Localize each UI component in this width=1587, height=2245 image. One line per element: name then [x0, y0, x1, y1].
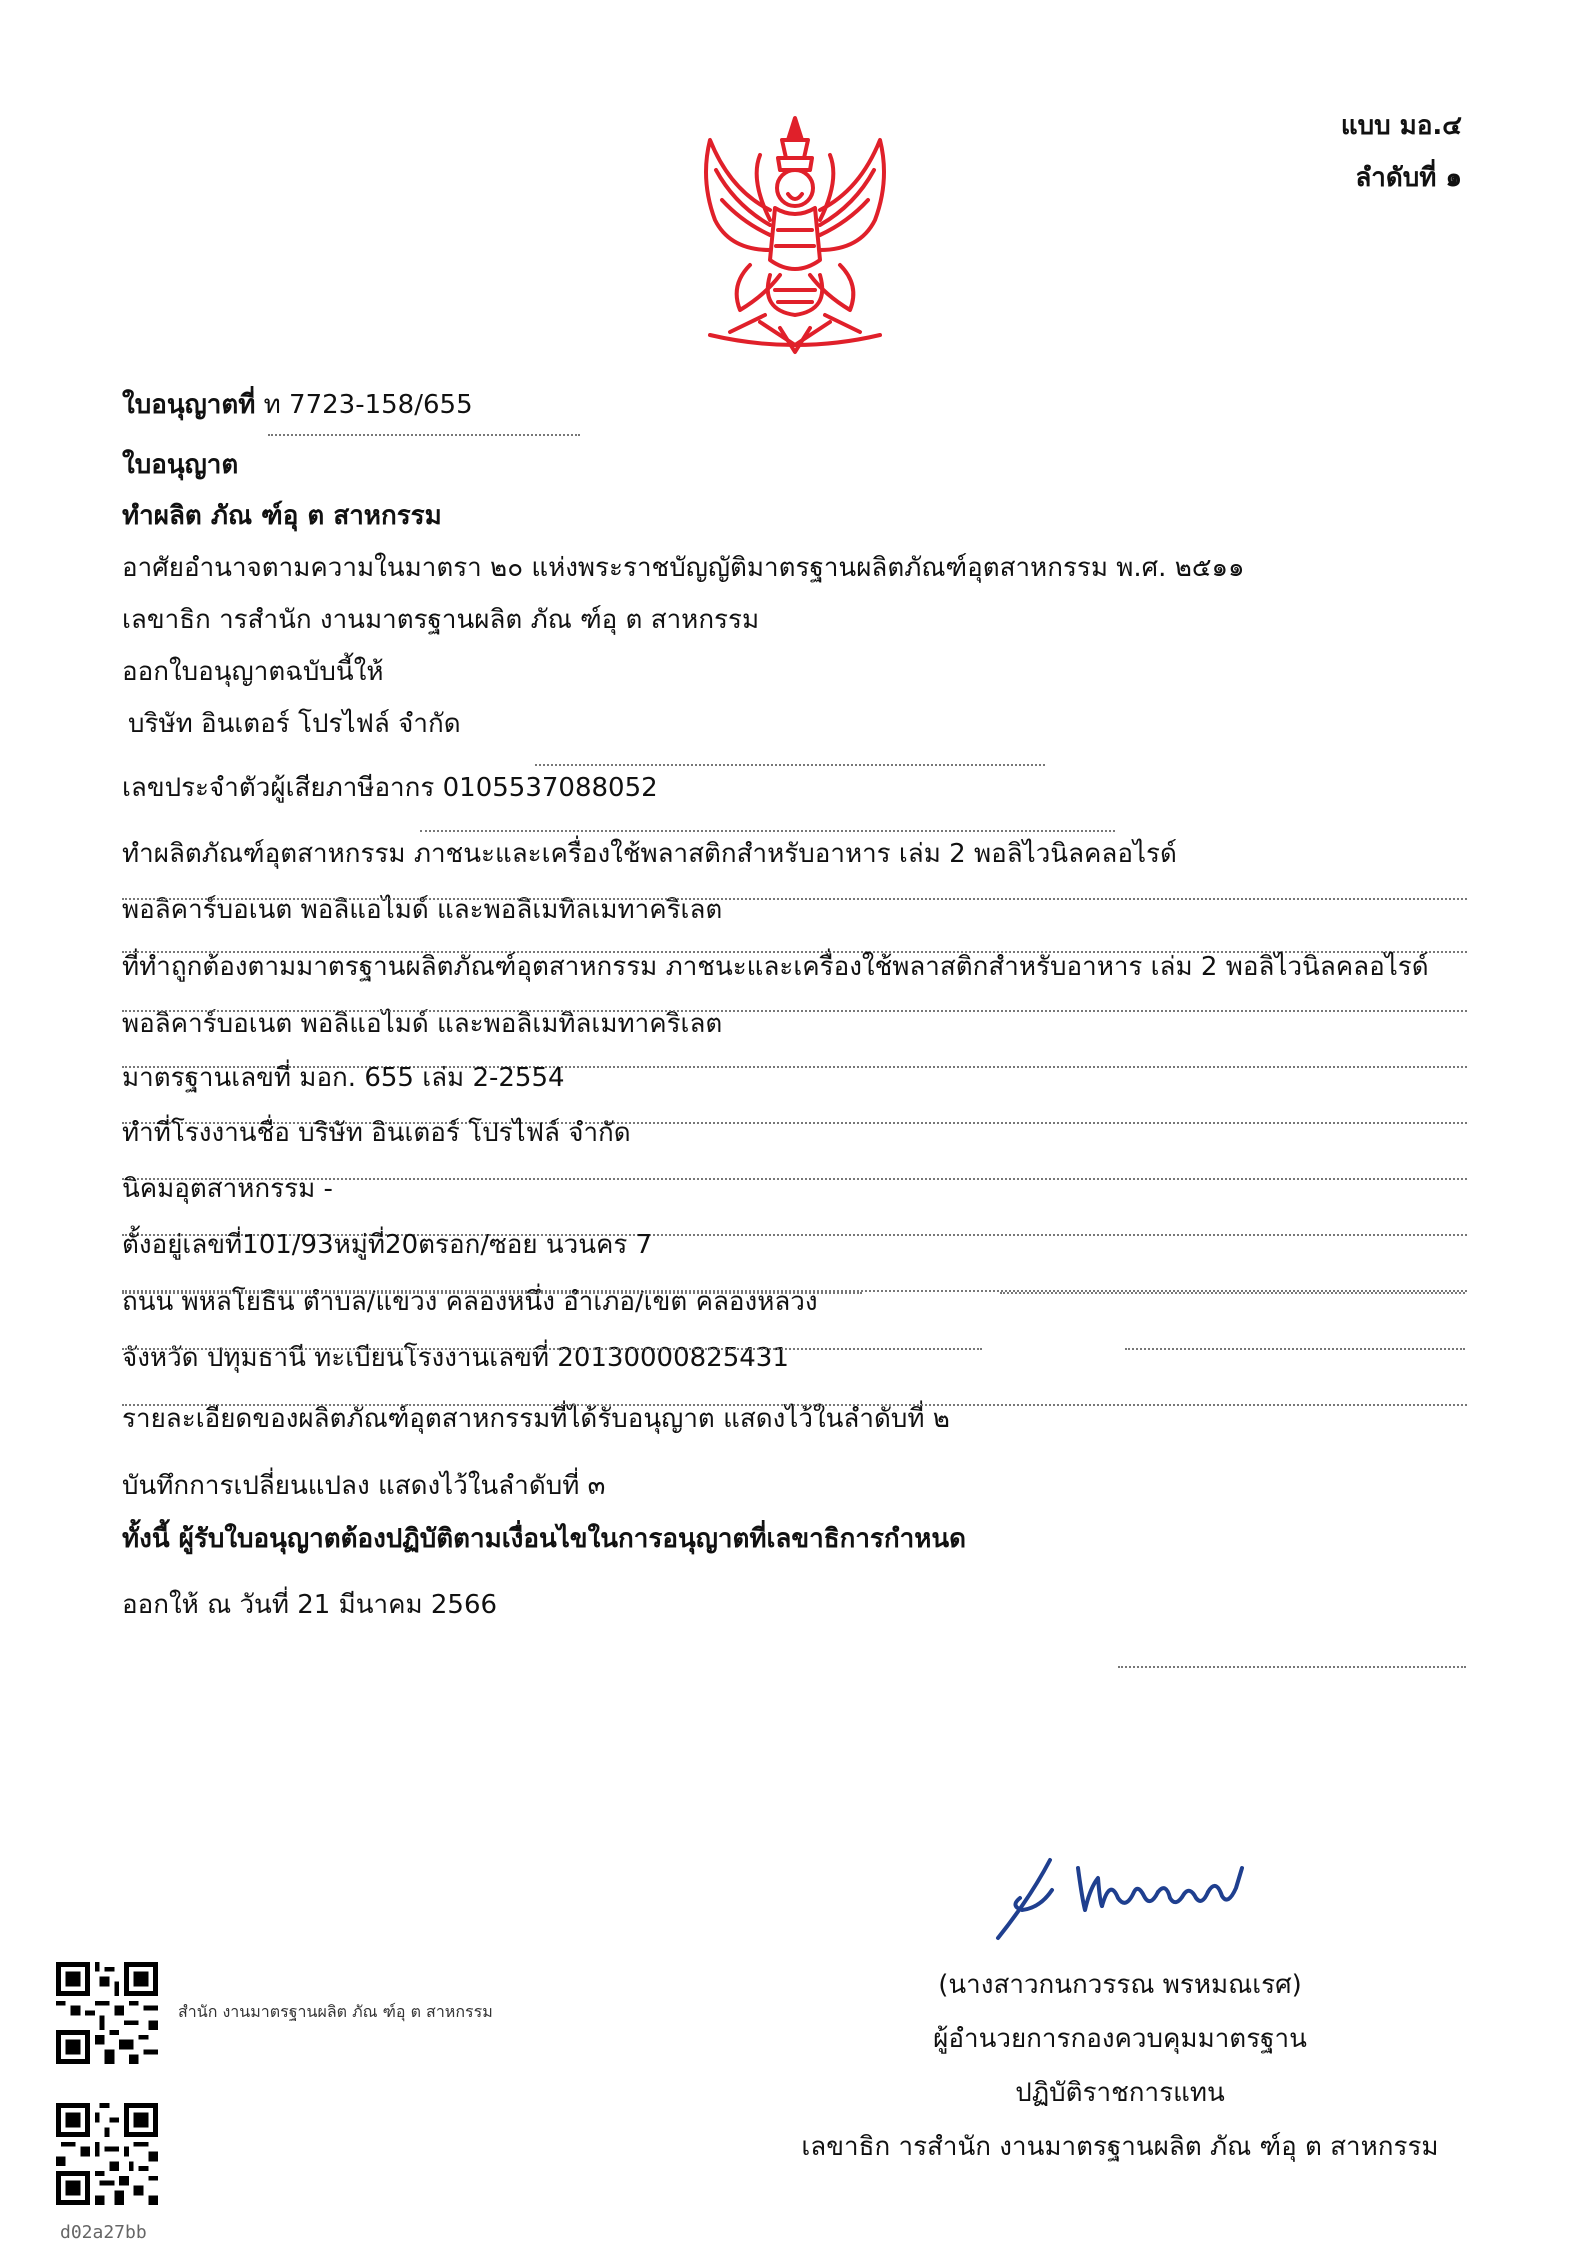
- garuda-emblem-icon: [670, 110, 920, 360]
- document-code: d02a27bb: [60, 2222, 147, 2243]
- dotted-line: [1125, 1348, 1465, 1350]
- qr-code-icon: [56, 1962, 158, 2064]
- factory-name: ทำที่โรงงานชื่อ บริษัท อินเตอร์ โปรไฟล์ จำกัด: [122, 1118, 631, 1148]
- signatory-office: เลขาธิก ารสำนัก งานมาตรฐานผลิต ภัณ ฑ์อุ ต สาหกรรม: [801, 2132, 1439, 2162]
- standard-line-2: พอลิคาร์บอเนต พอลิแอไมด์ และพอลิเมทิลเมทาคริเลต: [122, 1009, 723, 1039]
- license-number-value: ท 7723-158/655: [263, 390, 473, 420]
- dotted-line: [122, 1292, 862, 1294]
- dotted-line: [420, 830, 1115, 832]
- dotted-line: [1118, 1666, 1466, 1668]
- industrial-estate: นิคมอุตสาหกรรม -: [122, 1174, 333, 1204]
- province-line: จังหวัด ปทุมธานี ทะเบียนโรงงานเลขที่ 20130000825431: [122, 1343, 789, 1373]
- document-subtitle: ทำผลิต ภัณ ฑ์อุ ต สาหกรรม: [122, 501, 442, 531]
- secretary-line: เลขาธิก ารสำนัก งานมาตรฐานผลิต ภัณ ฑ์อุ ต สาหกรรม: [122, 605, 760, 635]
- issued-date: ออกให้ ณ วันที่ 21 มีนาคม 2566: [122, 1590, 498, 1620]
- tax-id-line: เลขประจำตัวผู้เสียภาษีอากร 0105537088052: [122, 773, 658, 803]
- dotted-line: [122, 1348, 982, 1350]
- form-code: แบบ มอ.๔: [1340, 111, 1462, 141]
- signatory-position: ผู้อำนวยการกองควบคุมมาตรฐาน: [933, 2024, 1307, 2054]
- license-number-label: ใบอนุญาตที่: [122, 390, 256, 420]
- company-name: บริษัท อินเตอร์ โปรไฟล์ จำกัด: [128, 709, 461, 739]
- product-details-line: รายละเอียดของผลิตภัณฑ์อุตสาหกรรมที่ได้รับอนุญาต แสดงไว้ในลำดับที่ ๒: [122, 1404, 950, 1434]
- signature-icon: [990, 1848, 1270, 1948]
- condition-line: ทั้งนี้ ผู้รับใบอนุญาตต้องปฏิบัติตามเงื่อนไขในการอนุญาตที่เลขาธิการกำหนด: [122, 1524, 967, 1554]
- dotted-line: [122, 1010, 1467, 1012]
- dotted-line: [122, 1404, 1467, 1406]
- document-title: ใบอนุญาต: [122, 450, 239, 480]
- dotted-line: [535, 764, 1045, 766]
- standard-number: มาตรฐานเลขที่ มอก. 655 เล่ม 2-2554: [122, 1063, 565, 1093]
- standard-line-1: ที่ทำถูกต้องตามมาตรฐานผลิตภัณฑ์อุตสาหกรรม ภาชนะและเครื่องใช้พลาสติกสำหรับอาหาร เล่ม 2 พอลิไวนิลคลอไรด์: [122, 952, 1429, 982]
- dotted-line: [122, 898, 1467, 900]
- changes-line: บันทึกการเปลี่ยนแปลง แสดงไว้ในลำดับที่ ๓: [122, 1471, 606, 1501]
- signatory-acting: ปฏิบัติราชการแทน: [1015, 2078, 1225, 2108]
- dotted-line: [1000, 1292, 1465, 1294]
- qr-code-icon: [56, 2103, 158, 2205]
- product-line-1: ทำผลิตภัณฑ์อุตสาหกรรม ภาชนะและเครื่องใช้พลาสติกสำหรับอาหาร เล่ม 2 พอลิไวนิลคลอไรด์: [122, 839, 1177, 869]
- address-line-2: ถนน พหลโยธิน ตำบล/แขวง คลองหนึ่ง อำเภอ/เขต คลองหลวง: [122, 1287, 818, 1317]
- signatory-name: (นางสาวกนกวรรณ พรหมณเรศ): [938, 1970, 1302, 2000]
- office-name-small: สำนัก งานมาตรฐานผลิต ภัณ ฑ์อุ ต สาหกรรม: [178, 2002, 493, 2021]
- license-number: [122, 388, 473, 422]
- form-code-block: [1341, 100, 1462, 204]
- sequence-number: ลำดับที่ ๑: [1355, 163, 1462, 193]
- address-line-1: ตั้งอยู่เลขที่101/93หมู่ที่20ตรอก/ซอย นวนคร 7: [122, 1230, 653, 1260]
- signatory-block: [760, 1958, 1480, 2174]
- dotted-line: [268, 434, 580, 436]
- authority-line: อาศัยอำนาจตามความในมาตรา ๒๐ แห่งพระราชบัญญัติมาตรฐานผลิตภัณฑ์อุตสาหกรรม พ.ศ. ๒๕๑๑: [122, 553, 1245, 583]
- issue-to-line: ออกใบอนุญาตฉบับนี้ให้: [122, 657, 384, 687]
- product-line-2: พอลิคาร์บอเนต พอลิแอไมด์ และพอลิเมทิลเมทาคริเลต: [122, 895, 723, 925]
